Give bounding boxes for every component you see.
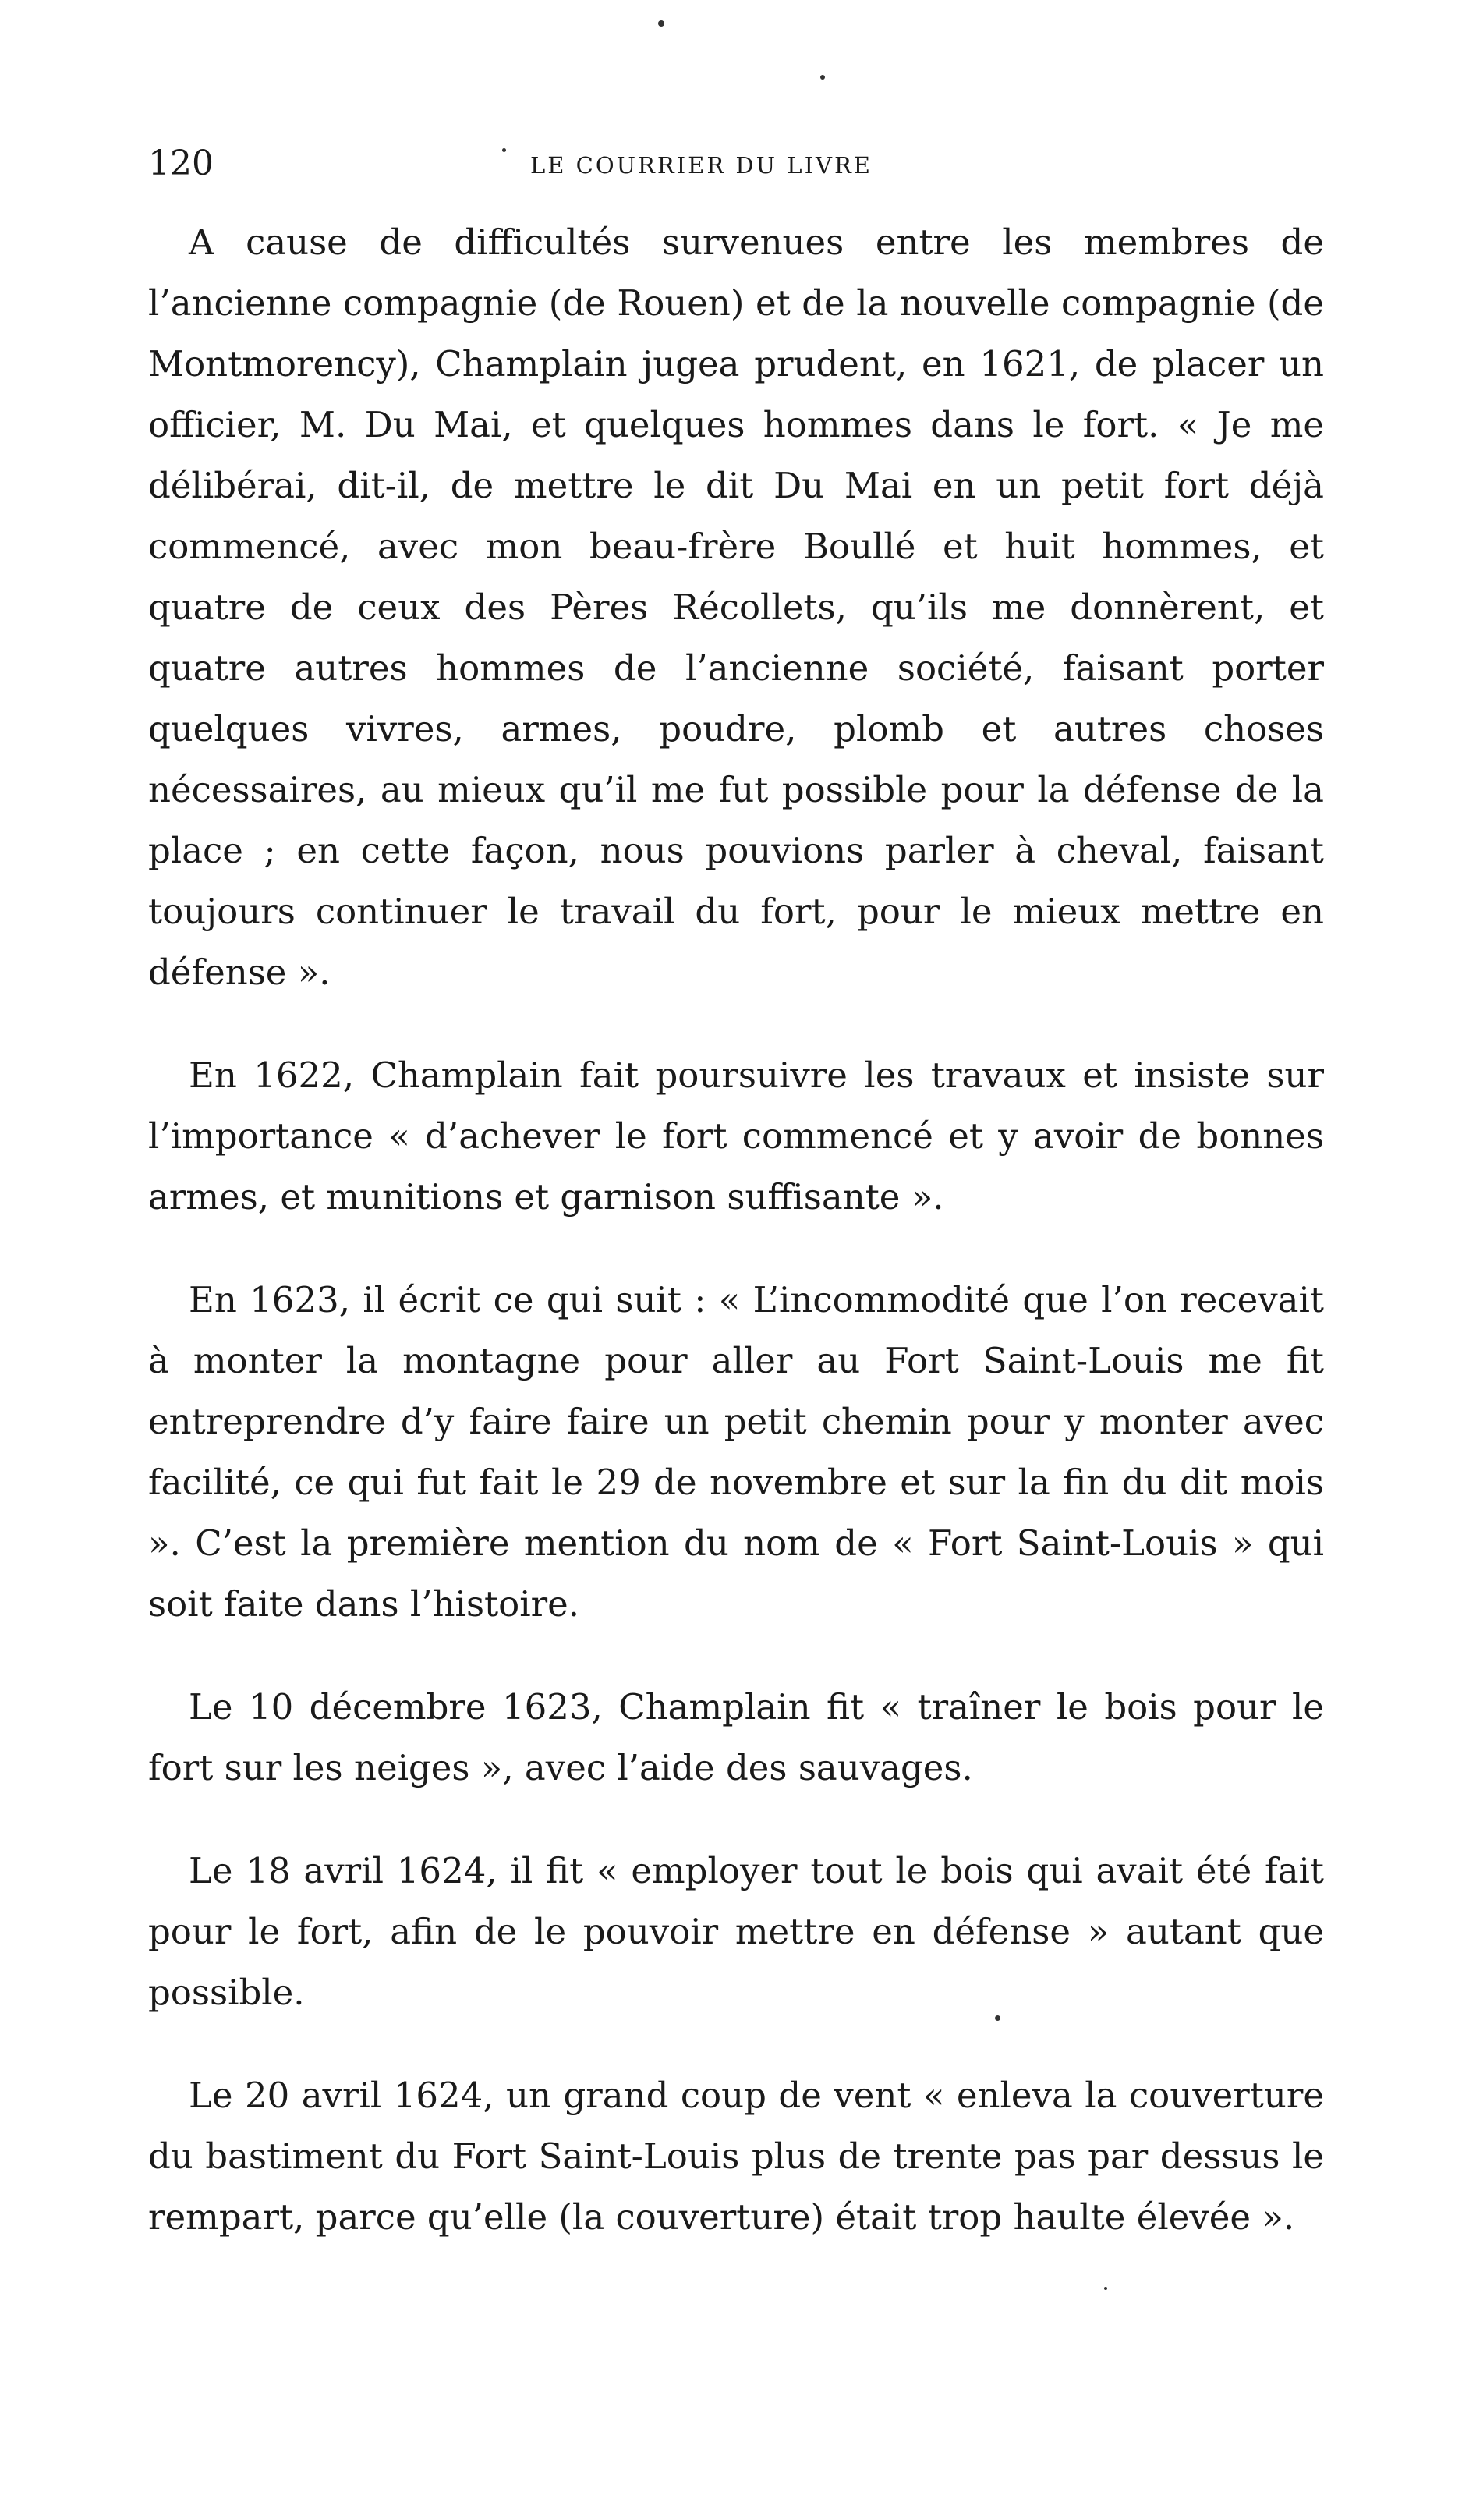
print-speck <box>658 20 664 27</box>
paragraph-4: Le 10 décembre 1623, Champlain fit « traîner le bois pour le fort sur les neiges », avec l’aide des sauvages. <box>148 1686 1324 1788</box>
body-text <box>148 212 1324 2248</box>
page-number: 120 <box>148 144 214 183</box>
paragraph-5: Le 18 avril 1624, il fit « employer tout le bois qui avait été fait pour le fort, afin de le pouvoir mettre en défense » autant que possible. <box>148 1850 1324 2013</box>
running-title: LE COURRIER DU LIVRE <box>530 152 873 179</box>
paragraph-1: A cause de difficultés survenues entre les membres de l’ancienne compagnie (de Rouen) et de la nouvelle compagnie (de Montmorency), Champlain jugea prudent, en 1621, de placer un officier, M. Du Mai, et quelques hommes dans le fort. « Je me délibérai, dit-il, de mettre le dit Du Mai en un petit fort déjà commencé, avec mon beau-frère Boullé et huit hommes, et quatre de ceux des Pères Récollets, qu’ils me donnèrent, et quatre autres hommes de l’ancienne société, faisant porter quelques vivres, armes, poudre, plomb et autres choses nécessaires, au mieux qu’il me fut possible pour la défense de la place ; en cette façon, nous pouvions parler à cheval, faisant toujours continuer le travail du fort, pour le mieux mettre en défense ». <box>148 222 1324 993</box>
paragraph-2: En 1622, Champlain fait poursuivre les travaux et insiste sur l’importance « d’achever le fort commencé et y avoir de bonnes armes, et munitions et garnison suffisante ». <box>148 1054 1324 1217</box>
paragraph-3: En 1623, il écrit ce qui suit : « L’incommodité que l’on recevait à monter la montagne pour aller au Fort Saint-Louis me fit entreprendre d’y faire faire un petit chemin pour y monter avec facilité, ce qui fut fait le 29 de novembre et sur la fin du dit mois ». C’est la première mention du nom de « Fort Saint-Louis » qui soit faite dans l’histoire. <box>148 1279 1324 1625</box>
print-speck <box>820 75 825 80</box>
paragraph-6: Le 20 avril 1624, un grand coup de vent « enleva la couverture du bastiment du Fort Saint-Louis plus de trente pas par dessus le rempart, parce qu’elle (la couverture) était trop haulte élevée ». <box>148 2075 1324 2238</box>
page-header <box>148 140 1326 187</box>
print-speck <box>1104 2287 1107 2290</box>
